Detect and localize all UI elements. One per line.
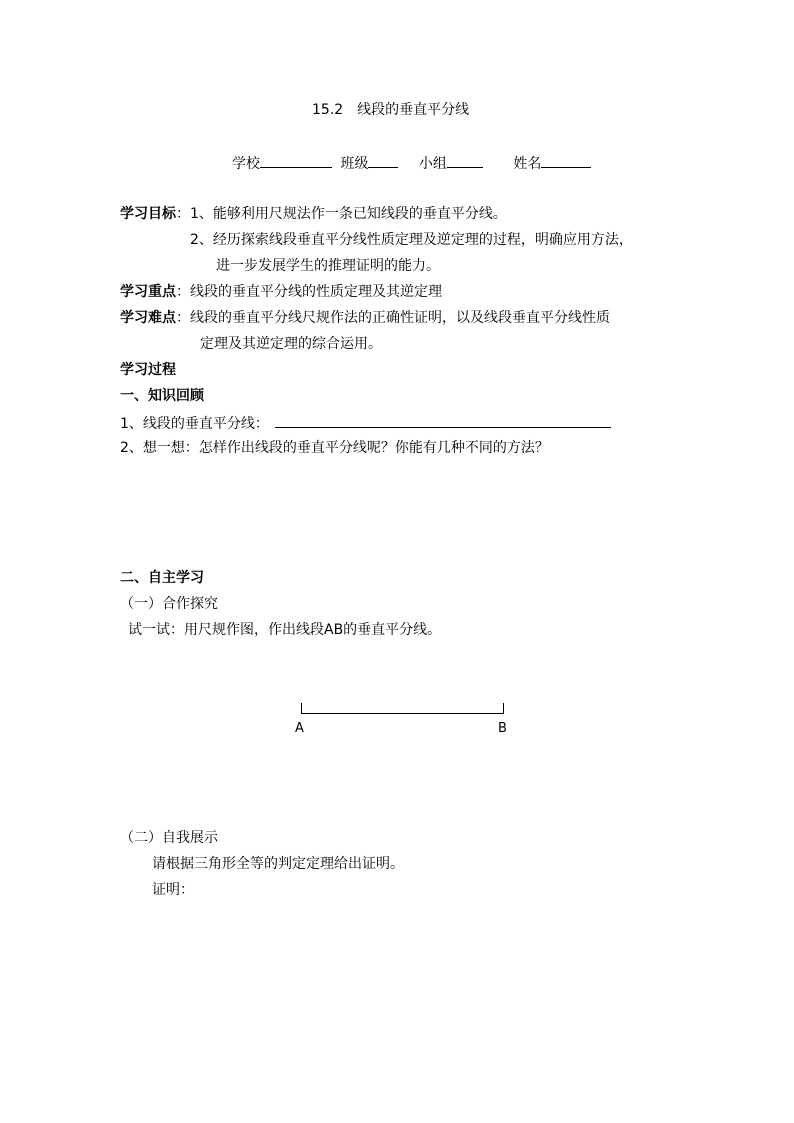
part1-heading: （一）合作探究: [120, 596, 218, 612]
keypoint-text: 线段的垂直平分线的性质定理及其逆定理: [190, 284, 442, 300]
difficulty-text-cont: 定理及其逆定理的综合运用。: [200, 336, 382, 352]
group-label: 小组: [418, 156, 447, 172]
section1-heading: 一、知识回顾: [120, 388, 204, 404]
name-label: 姓名: [513, 156, 542, 172]
objective-item-2: 2、经历探索线段垂直平分线性质定理及逆定理的过程，明确应用方法，: [190, 232, 633, 248]
point-a-label: A: [295, 721, 304, 736]
keypoint-line: [120, 282, 442, 302]
group-blank[interactable]: [447, 152, 483, 168]
section2-heading: 二、自主学习: [120, 570, 204, 586]
segment-line: [301, 713, 504, 714]
objective-item-2-cont: 进一步发展学生的推理证明的能力。: [216, 258, 440, 274]
keypoint-sep: ：: [176, 284, 190, 300]
keypoint-label: 学习重点: [120, 284, 176, 300]
segment-tick-b: [503, 703, 504, 714]
difficulty-text: 线段的垂直平分线尺规作法的正确性证明，以及线段垂直平分线性质: [190, 310, 610, 326]
class-blank[interactable]: [368, 152, 398, 168]
name-blank[interactable]: [541, 152, 591, 168]
question-1-blank[interactable]: [275, 412, 611, 428]
question-1-text: 1、线段的垂直平分线：: [120, 416, 269, 432]
task-text: 试一试：用尺规作图，作出线段AB的垂直平分线。: [128, 622, 442, 638]
point-b-label: B: [498, 721, 507, 736]
objective-item-1: 1、能够利用尺规法作一条已知线段的垂直平分线。: [190, 206, 507, 222]
school-label: 学校: [232, 156, 260, 172]
difficulty-line1: [120, 308, 610, 328]
instruction-text: 请根据三角形全等的判定定理给出证明。: [152, 856, 404, 872]
class-label: 班级: [340, 156, 369, 172]
segment-tick-a: [301, 703, 302, 714]
proof-label: 证明：: [152, 882, 194, 898]
difficulty-label: 学习难点: [120, 310, 176, 326]
page-title: 15.2 线段的垂直平分线: [312, 102, 470, 118]
question-1: [120, 412, 611, 434]
question-2: 2、想一想：怎样作出线段的垂直平分线呢？你能有几种不同的方法？: [120, 440, 549, 456]
process-heading: 学习过程: [120, 362, 176, 378]
difficulty-sep: ：: [176, 310, 190, 326]
info-row: [232, 152, 591, 174]
objectives-line1: [120, 204, 507, 224]
school-blank[interactable]: [260, 152, 332, 168]
part2-heading: （二）自我展示: [120, 830, 218, 846]
objectives-sep: ：: [176, 206, 190, 222]
objectives-label: 学习目标: [120, 206, 176, 222]
